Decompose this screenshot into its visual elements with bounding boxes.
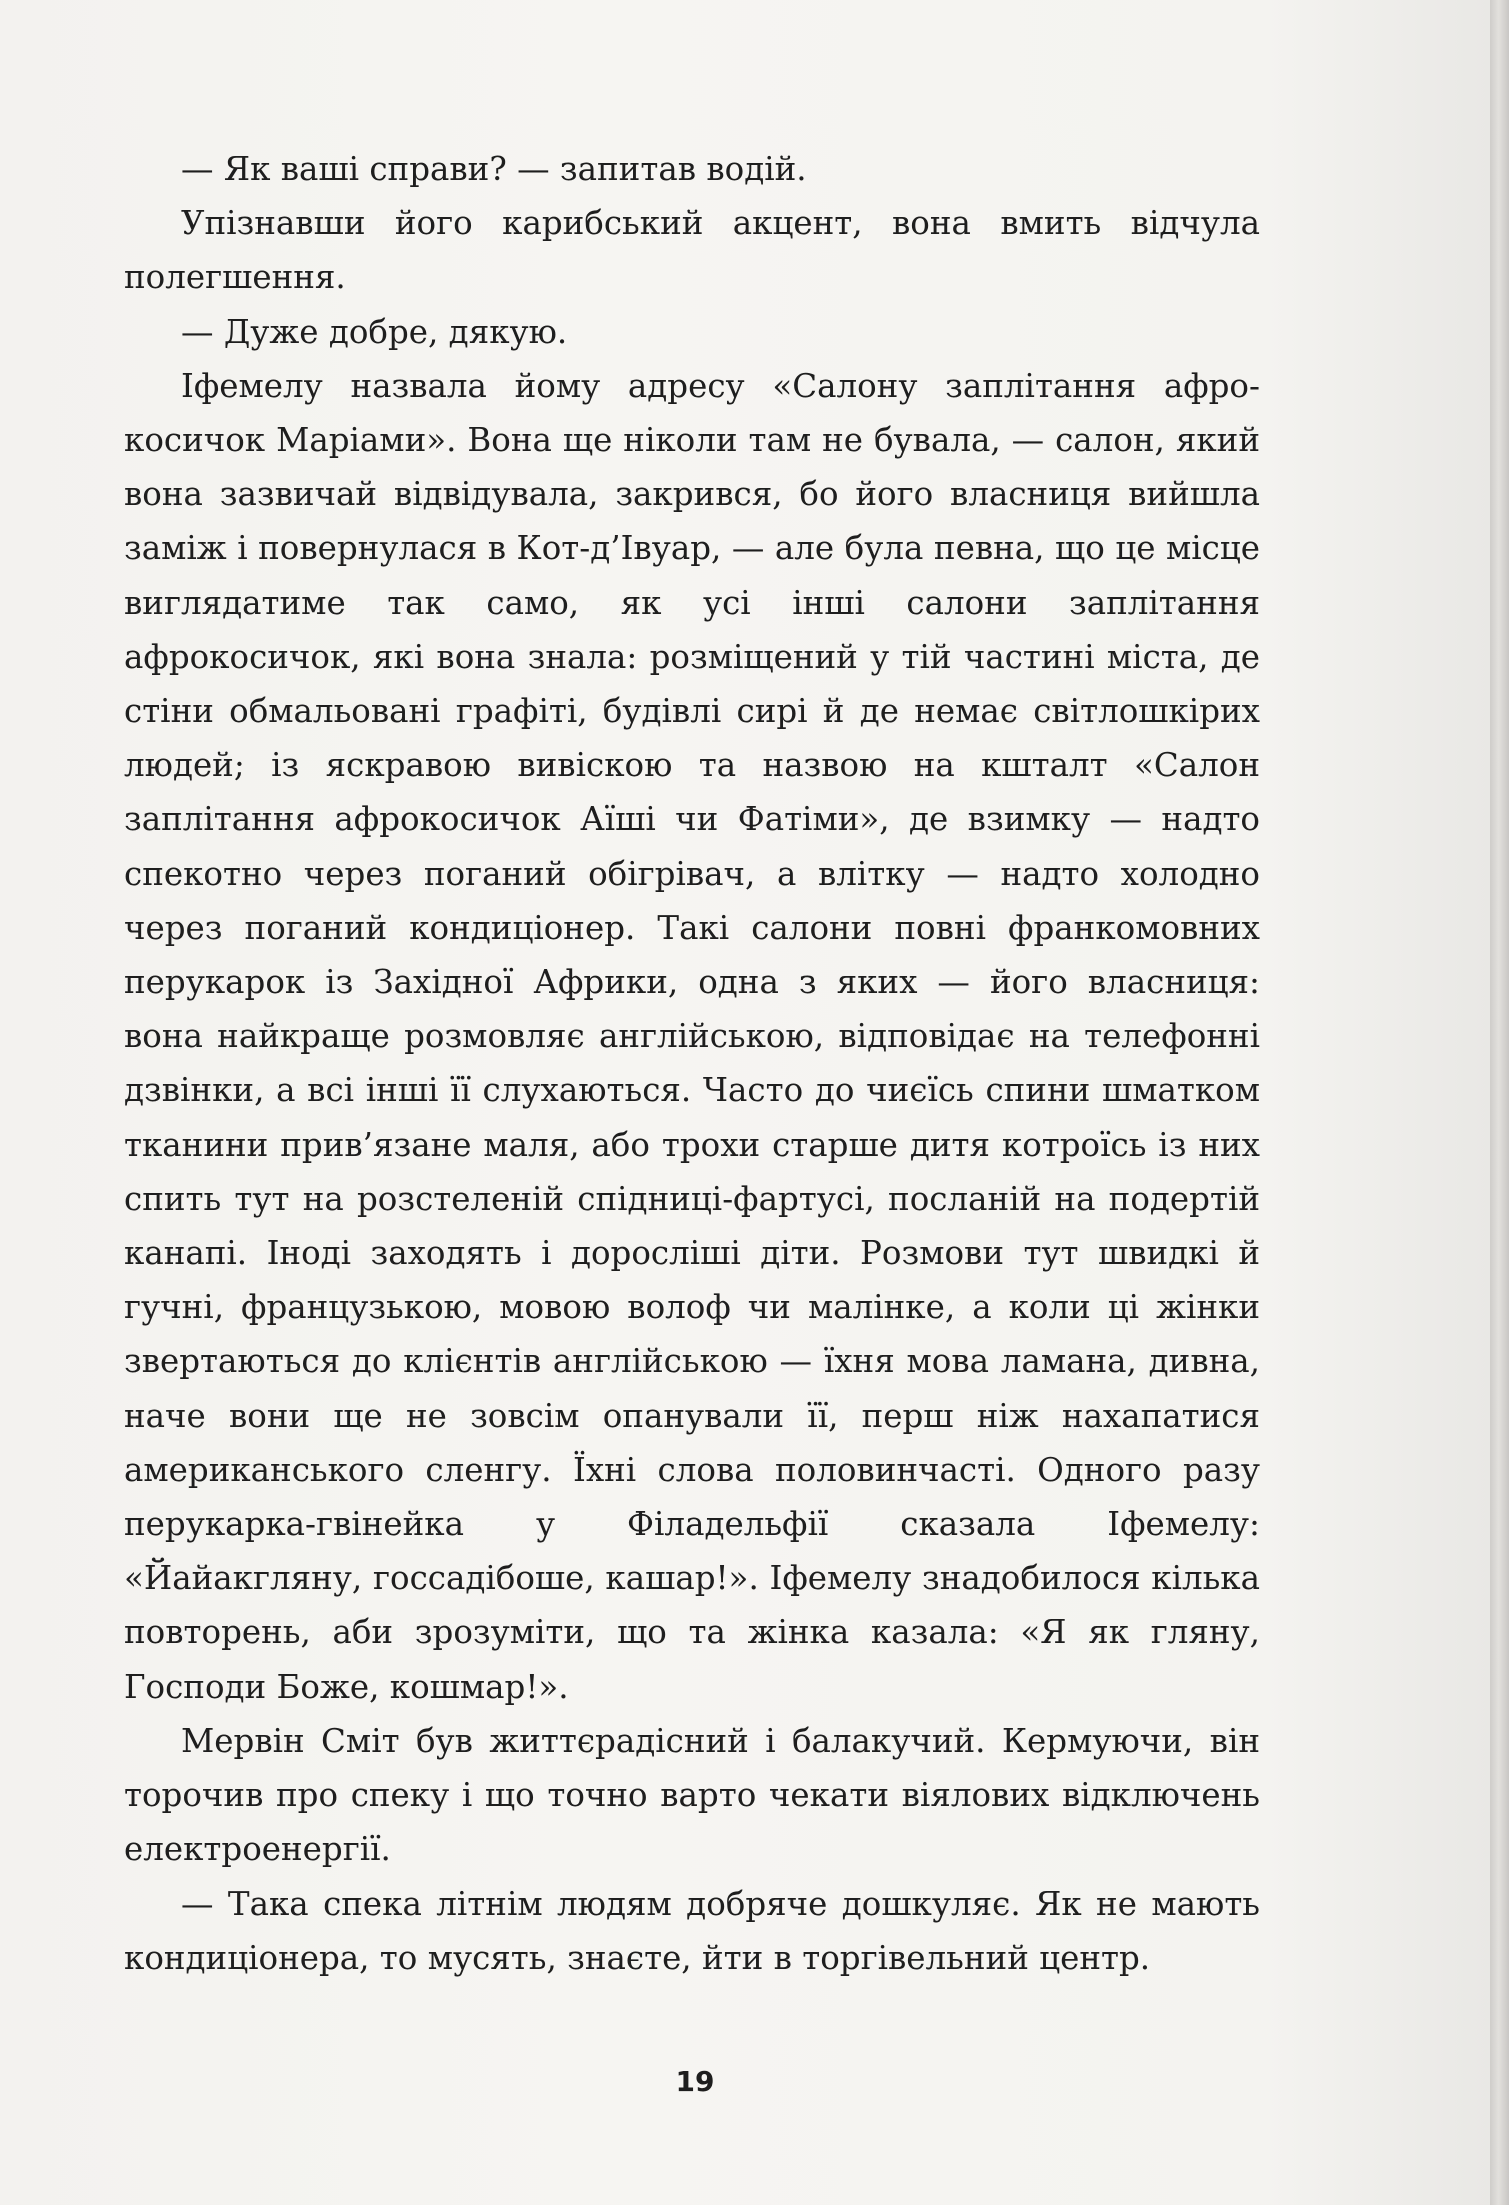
paragraph-6: — Така спека літнім людям добряче дошкуляє. Як не мають кондиціонера, то мусять, знаєте, йти в торгівельний центр. [124, 1884, 1260, 1977]
paragraph-2: Упізнавши його карибський акцент, вона вмить відчула полегшення. [124, 204, 1260, 297]
page-text [124, 142, 1260, 1985]
paragraph-3: — Дуже добре, дякую. [181, 312, 568, 351]
paragraph-1: — Як ваші справи? — запитав водій. [181, 150, 807, 188]
page-edge [1490, 0, 1509, 2205]
paragraph-5: Мервін Сміт був життєрадісний і балакучий. Кермуючи, він торочив про спеку і що точно варто чекати віялових відключень електроенергії. [124, 1721, 1260, 1869]
paragraph-4: Іфемелу назвала йому адресу «Салону заплітання афрокосичок Маріами». Вона ще ніколи там не бувала, — салон, який вона зазвичай відвідувала, закрився, бо його власниця вийшла заміж і повернулася в Кот-д’Івуар, — але була певна, що це місце виглядатиме так само, як усі інші салони заплітання афрокосичок, які вона знала: розміщений у тій частині міста, де стіни обмальовані графіті, будівлі сирі й де немає світлошкірих людей; із яскравою вивіскою та назвою на кшталт «Салон заплітання афрокосичок Аїші чи Фатіми», де взимку — надто спекотно через поганий обігрівач, а влітку — надто холодно через поганий кондиціонер. Такі салони повні франкомовних перукарок із Західної Африки, одна з яких — його власниця: вона найкраще розмовляє англійською, відповідає на телефонні дзвінки, а всі інші її слухаються. Часто до чиєїсь спини шматком тканини прив’язане маля, або трохи старше дитя котроїсь із них спить тут на розстеленій спідниці-фартусі, посланій на подертій канапі. Іноді заходять і доросліші діти. Розмови тут швидкі й гучні, французькою, мовою волоф чи малінке, а коли ці жінки звертаються до клієнтів англійською — їхня мова ламана, дивна, наче вони ще не зовсім опанували її, перш ніж нахапатися американського сленгу. Їхні слова половинчасті. Одного разу перукарка-гвінейка у Філадельфії сказала Іфемелу: «Йайакгляну, госсадібоше, кашар!». Іфемелу знадобилося кілька повторень, аби зрозуміти, що та жінка казала: «Я як гляну, Господи Боже, кошмар!». [124, 366, 1260, 1706]
page-number: 19 [675, 2065, 715, 2098]
